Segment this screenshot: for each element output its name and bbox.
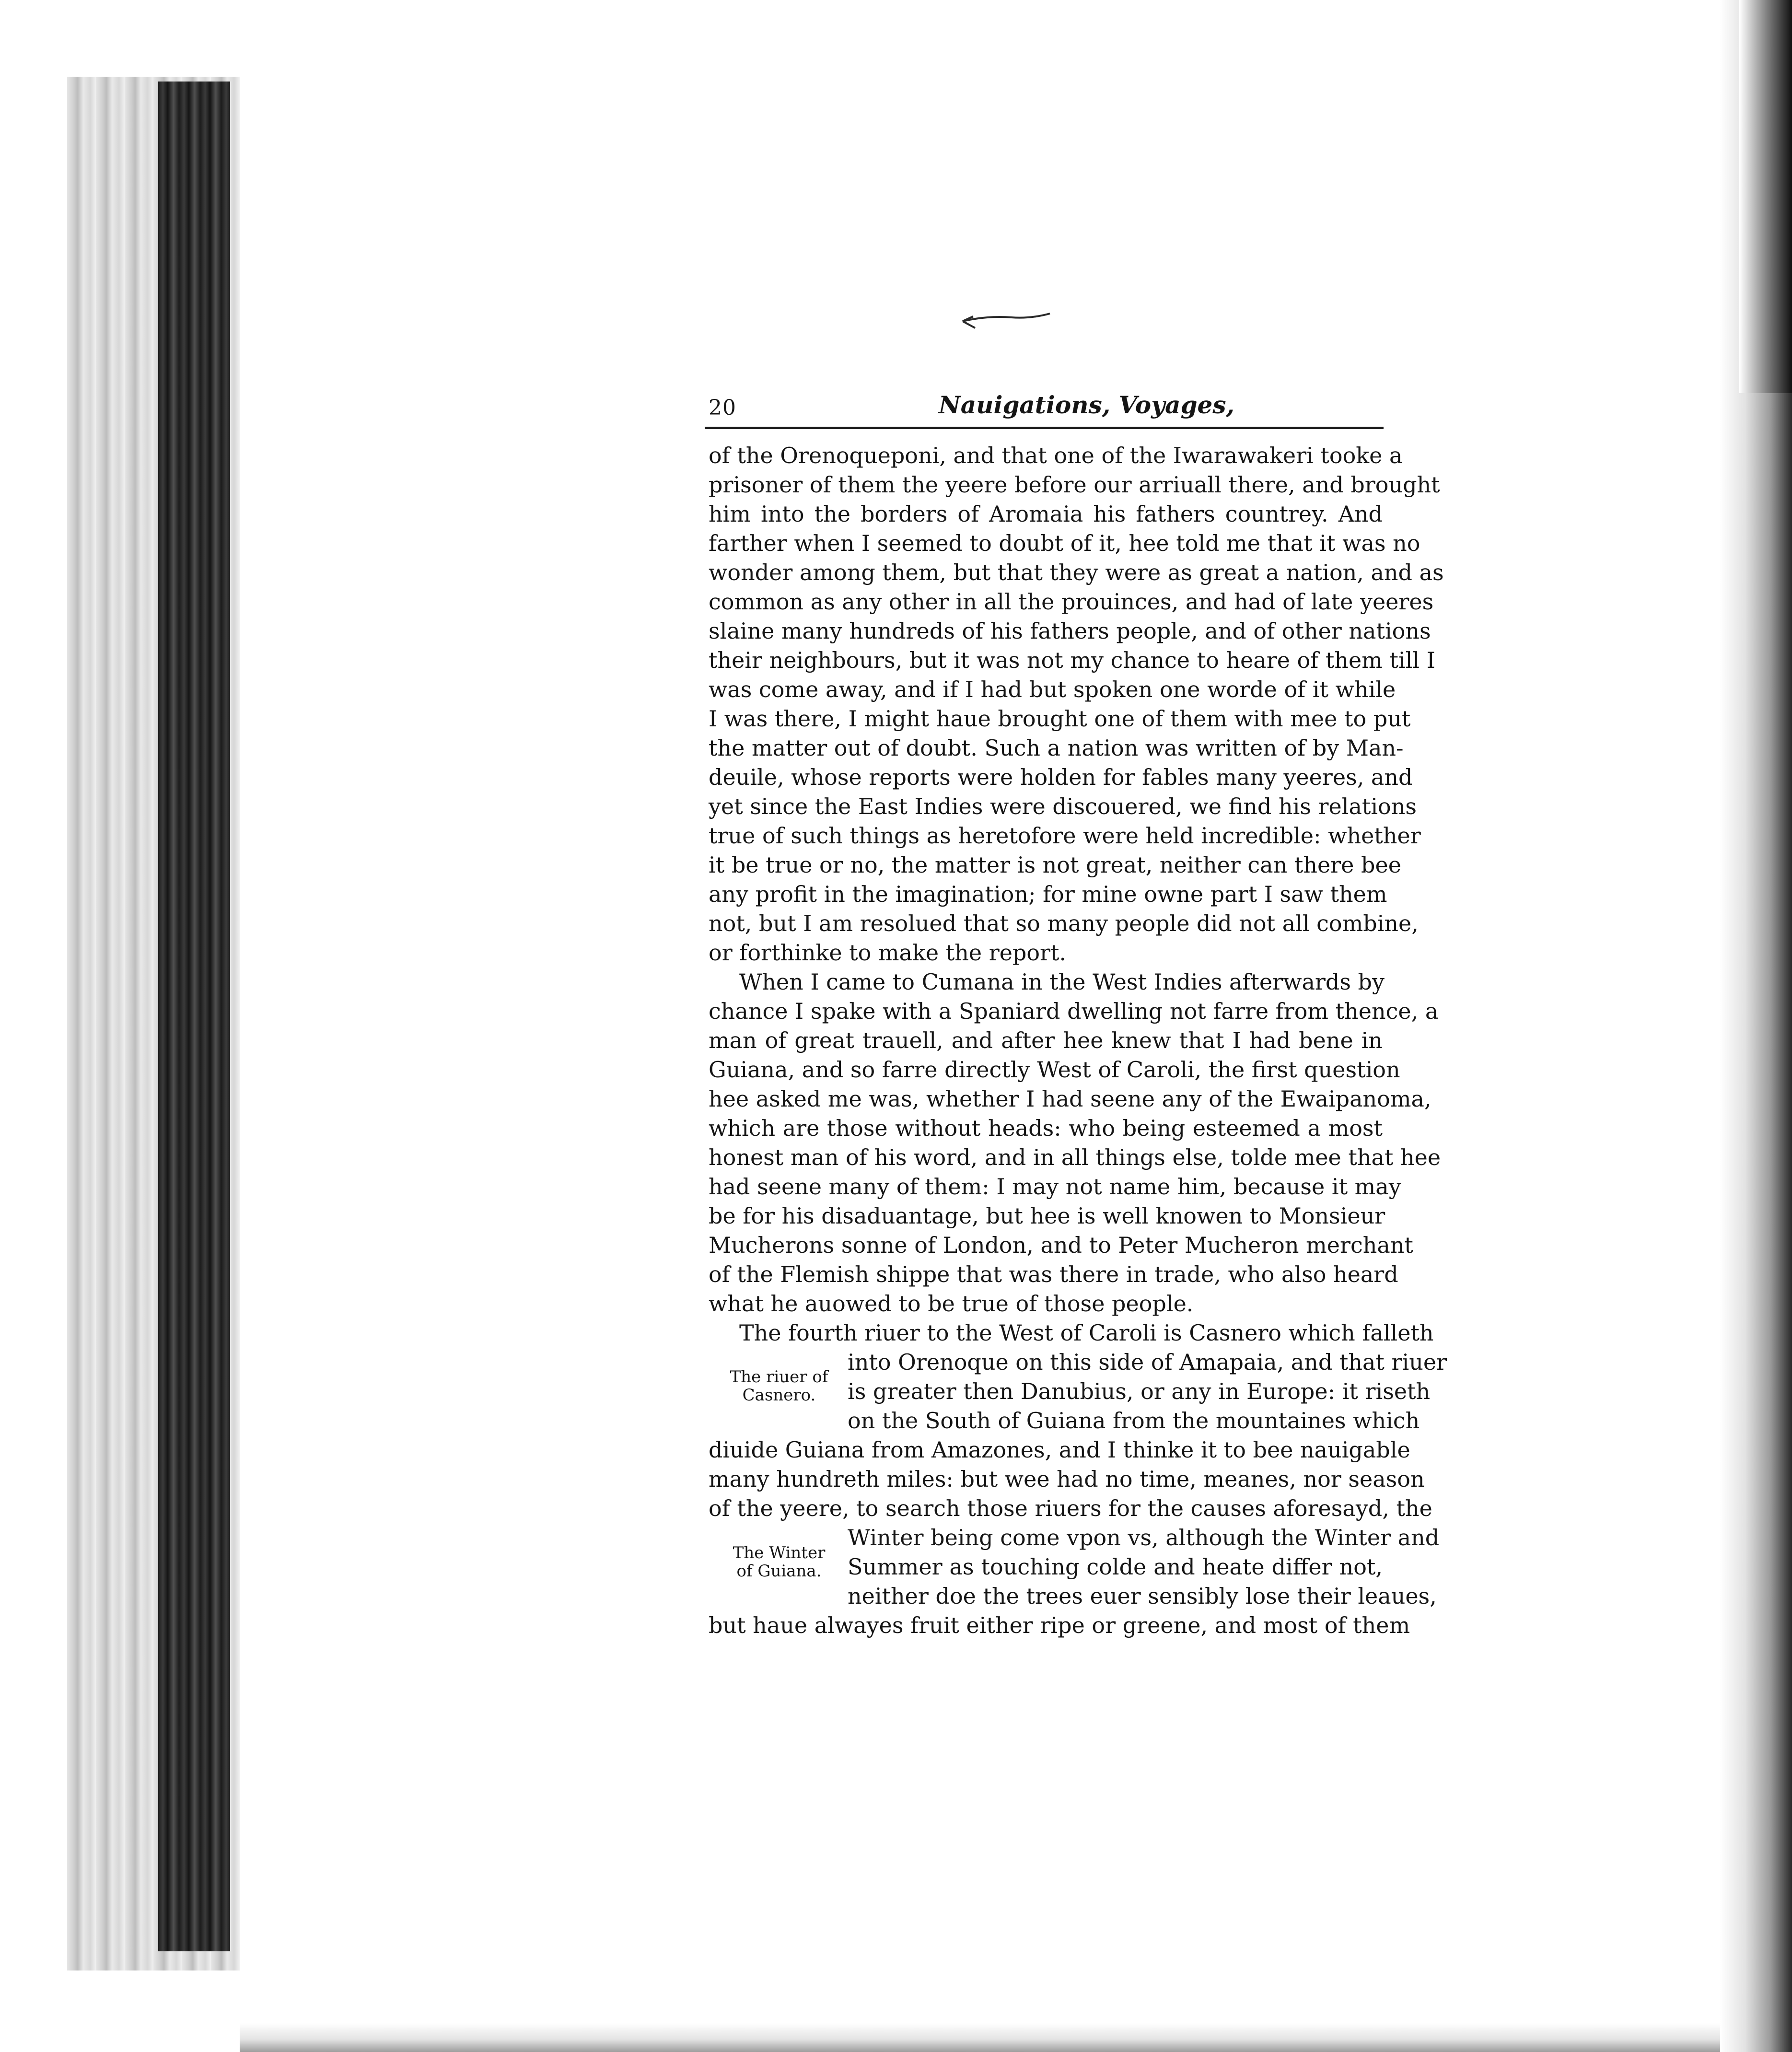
text-line	[709, 938, 1383, 968]
text-line-content: chance I spake with a Spaniard dwelling not farre from thence, a	[709, 998, 1439, 1024]
text-line-content: neither doe the trees euer sensibly lose their leaues,	[848, 1583, 1437, 1609]
text-line	[709, 909, 1419, 938]
text-line-content: him into the borders of Aromaia his fathers countrey. And	[709, 501, 1383, 527]
right-page-edge-dark	[1739, 0, 1792, 393]
text-line-content: Summer as touching colde and heate differ not,	[848, 1554, 1383, 1580]
text-line	[709, 763, 1413, 792]
text-line	[709, 529, 1420, 558]
sidenote-line: The Winter	[733, 1543, 826, 1562]
text-line	[709, 792, 1417, 821]
sidenote-line: of Guiana.	[736, 1562, 822, 1581]
text-line	[709, 1465, 1425, 1494]
text-line-content: but haue alwayes fruit either ripe or greene, and most of them	[709, 1612, 1410, 1638]
sidenote-line: Casnero.	[742, 1386, 816, 1405]
text-line-content: of the Orenoqueponi, and that one of the Iwarawakeri tooke a	[709, 443, 1403, 468]
text-line	[709, 704, 1411, 734]
text-line	[709, 1582, 1437, 1611]
text-line	[709, 1494, 1432, 1523]
text-line	[709, 851, 1401, 880]
sidenote-line: The riuer of	[730, 1367, 828, 1387]
text-line	[709, 617, 1431, 646]
text-line-content: was come away, and if I had but spoken one worde of it while	[709, 676, 1396, 702]
text-line	[709, 1435, 1410, 1465]
text-line	[709, 734, 1404, 763]
text-line-content: any profit in the imagination; for mine owne part I saw them	[709, 881, 1387, 907]
text-line-content: farther when I seemed to doubt of it, hee told me that it was no	[709, 530, 1420, 556]
text-line-content: be for his disaduantage, but hee is well knowen to Monsieur	[709, 1203, 1385, 1229]
text-line-content: slaine many hundreds of his fathers people, and of other nations	[709, 618, 1431, 644]
bottom-page-edge-shadow	[240, 2023, 1720, 2052]
text-line-content: the matter out of doubt. Such a nation was written of by Man-	[709, 735, 1404, 761]
text-line	[709, 1143, 1441, 1172]
text-line-content: is greater then Danubius, or any in Europe: it riseth	[848, 1378, 1431, 1404]
text-line-content: deuile, whose reports were holden for fables many yeeres, and	[709, 764, 1413, 790]
text-line-content: which are those without heads: who being esteemed a most	[709, 1115, 1383, 1141]
text-line-content: of the yeere, to search those riuers for the causes aforesayd, the	[709, 1495, 1432, 1521]
text-line-content: had seene many of them: I may not name him, because it may	[709, 1174, 1401, 1200]
text-line-content: true of such things as heretofore were held incredible: whether	[709, 823, 1421, 849]
text-line-content: Mucherons sonne of London, and to Peter Mucheron merchant	[709, 1232, 1413, 1258]
sidenote-winter-of-guiana	[719, 1544, 839, 1580]
text-line	[709, 968, 1383, 997]
text-line-content: not, but I am resolued that so many people did not all combine,	[709, 910, 1419, 936]
text-line	[709, 441, 1403, 470]
text-line	[709, 1231, 1413, 1260]
text-line	[709, 880, 1387, 909]
text-line	[709, 1026, 1383, 1055]
page-header	[709, 391, 1380, 429]
text-line-content: wonder among them, but that they were as great a nation, and as	[709, 560, 1444, 585]
running-title: Nauigations, Voyages,	[939, 391, 1234, 419]
text-line	[709, 1260, 1398, 1289]
text-line-content: man of great trauell, and after hee knew that I had bene in	[709, 1027, 1383, 1053]
text-line	[709, 646, 1435, 675]
text-line-content: Guiana, and so farre directly West of Caroli, the first question	[709, 1057, 1400, 1083]
text-line	[709, 1611, 1410, 1640]
pencil-arrow-mark	[959, 307, 1064, 336]
text-line-content: diuide Guiana from Amazones, and I thinke it to bee nauigable	[709, 1437, 1410, 1463]
text-line	[709, 821, 1421, 851]
header-rule	[705, 427, 1384, 429]
page-number: 20	[709, 396, 736, 420]
scanned-binding-shadow	[158, 82, 230, 1951]
text-line-content: prisoner of them the yeere before our arriuall there, and brought	[709, 472, 1440, 498]
text-line-content: of the Flemish shippe that was there in trade, who also heard	[709, 1261, 1398, 1287]
text-line-content: yet since the East Indies were discouered, we find his relations	[709, 793, 1417, 819]
text-line-content: what he auowed to be true of those people.	[709, 1291, 1194, 1317]
text-line	[709, 1172, 1401, 1201]
text-line-content: The fourth riuer to the West of Caroli is Casnero which falleth	[739, 1320, 1434, 1346]
text-line-content: their neighbours, but it was not my chance to heare of them till I	[709, 647, 1435, 673]
text-line-content: it be true or no, the matter is not great, neither can there bee	[709, 852, 1401, 878]
text-line-content: When I came to Cumana in the West Indies afterwards by	[739, 969, 1385, 995]
text-line	[709, 1114, 1383, 1143]
text-line-content: hee asked me was, whether I had seene any of the Ewaipanoma,	[709, 1086, 1431, 1112]
text-line-content: I was there, I might haue brought one of them with mee to put	[709, 706, 1411, 732]
text-line	[709, 1055, 1400, 1084]
text-line-content: or forthinke to make the report.	[709, 940, 1067, 966]
text-line-content: honest man of his word, and in all things else, tolde mee that hee	[709, 1144, 1441, 1170]
text-line-content: common as any other in all the prouinces, and had of late yeeres	[709, 589, 1434, 615]
text-line-content: on the South of Guiana from the mountaines which	[848, 1408, 1420, 1434]
text-line	[709, 558, 1444, 587]
text-line-content: Winter being come vpon vs, although the Winter and	[848, 1525, 1440, 1551]
text-line	[709, 587, 1434, 617]
text-line	[709, 997, 1439, 1026]
text-line	[709, 1289, 1383, 1318]
text-line	[709, 675, 1396, 704]
text-line	[709, 470, 1440, 500]
body-text	[709, 441, 1447, 1640]
text-line-content: many hundreth miles: but wee had no time, meanes, nor season	[709, 1466, 1425, 1492]
text-line	[709, 1318, 1434, 1348]
text-line	[709, 1406, 1420, 1435]
text-line-content: into Orenoque on this side of Amapaia, and that riuer	[848, 1349, 1447, 1375]
sidenote-riuer-of-casnero	[719, 1368, 839, 1404]
text-line	[709, 1201, 1383, 1231]
text-line	[709, 1084, 1431, 1114]
text-line	[709, 500, 1383, 529]
